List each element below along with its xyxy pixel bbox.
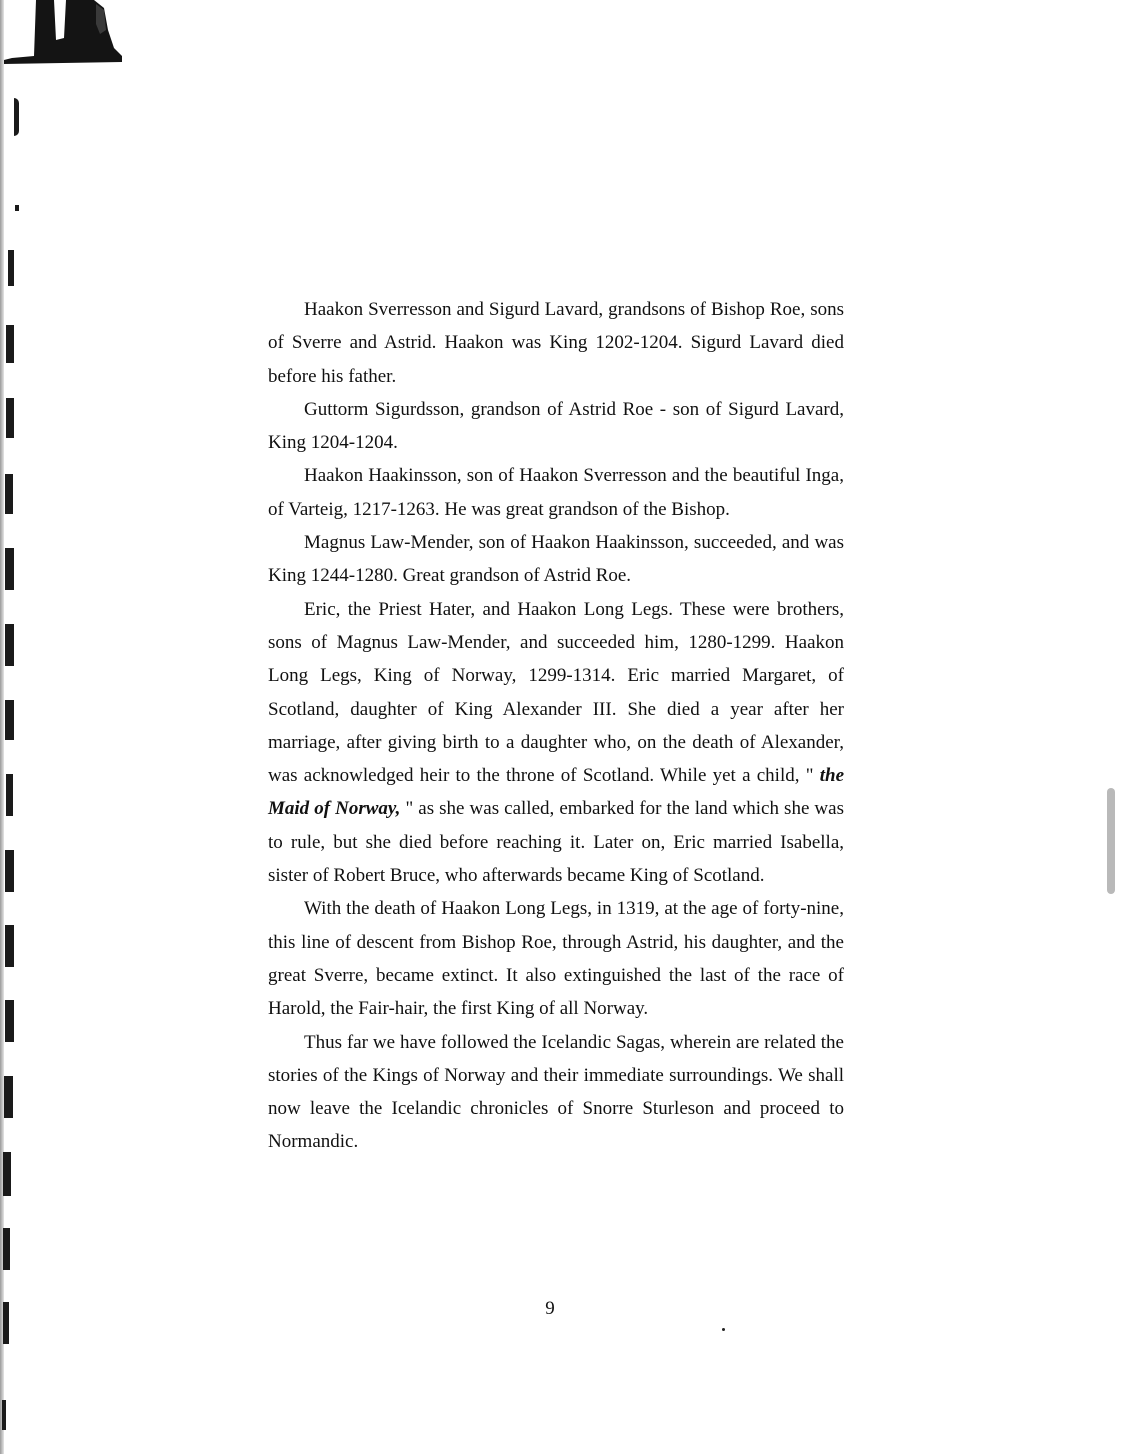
binding-shadow-graphic bbox=[4, 0, 122, 64]
binding-mark bbox=[15, 205, 19, 211]
scan-speck bbox=[722, 1328, 725, 1331]
binding-mark bbox=[5, 474, 13, 514]
binding-mark bbox=[6, 325, 14, 363]
binding-mark bbox=[3, 1152, 11, 1196]
binding-mark bbox=[14, 98, 19, 136]
paragraph: Thus far we have followed the Icelandic Sagas, wherein are related the stories of the Kings of Norway and their immediate surroundings. We shall now leave the Icelandic chronicles of Snorre Sturleson and proceed to Normandic. bbox=[268, 1031, 844, 1153]
paragraph-text: " as she was called, embarked for the land which she was to rule, but she died before reaching it. Later on, Eric married Isabella, sister of Robert Bruce, who afterwards became King of Scotland. bbox=[268, 798, 844, 887]
paragraph: Haakon Haakinsson, son of Haakon Sverresson and the beautiful Inga, of Varteig, 1217-1263. He was great grandson of the Bishop. bbox=[268, 465, 844, 520]
binding-mark bbox=[5, 700, 14, 740]
paragraph bbox=[268, 593, 844, 893]
binding-mark bbox=[6, 398, 14, 438]
paragraph: Guttorm Sigurdsson, grandson of Astrid Roe - son of Sigurd Lavard, King 1204-1204. bbox=[268, 398, 844, 454]
emphasized-phrase: the Maid of Norway, bbox=[268, 765, 844, 820]
binding-mark bbox=[5, 925, 14, 967]
binding-mark bbox=[2, 1400, 6, 1430]
paragraph-text: Eric, the Priest Hater, and Haakon Long Legs. These were brothers, sons of Magnus Law-Mender, and succeeded him, 1280-1299. Haakon Long Legs, King of Norway, 1299-1314. Eric married Margaret, of Scotland, daughter of King Alexander III. She died a year after her marriage, after giving birth to a daughter who, on the death of Alexander, was acknowledged heir to the throne of Scotland. While yet a child, " bbox=[268, 598, 844, 787]
page-number: 9 bbox=[545, 1298, 555, 1319]
binding-mark bbox=[3, 1302, 9, 1344]
binding-mark bbox=[8, 250, 14, 286]
paragraph: Haakon Sverresson and Sigurd Lavard, grandsons of Bishop Roe, sons of Sverre and Astrid. Haakon was King 1202-1204. Sigurd Lavard died before his father. bbox=[268, 299, 844, 387]
document-body bbox=[268, 293, 844, 1159]
scrollbar-thumb[interactable] bbox=[1107, 788, 1115, 894]
binding-mark bbox=[4, 1076, 13, 1118]
binding-mark bbox=[5, 850, 14, 892]
paragraph: Magnus Law-Mender, son of Haakon Haakinsson, succeeded, and was King 1244-1280. Great grandson of Astrid Roe. bbox=[268, 532, 844, 587]
binding-mark bbox=[5, 548, 14, 590]
binding-mark bbox=[5, 1000, 14, 1042]
paragraph: With the death of Haakon Long Legs, in 1319, at the age of forty-nine, this line of descent from Bishop Roe, through Astrid, his daughter, and the great Sverre, became extinct. It also extinguished the last of the race of Harold, the Fair-hair, the first King of all Norway. bbox=[268, 898, 844, 1020]
binding-mark bbox=[6, 774, 13, 816]
binding-mark bbox=[3, 1228, 10, 1270]
binding-mark bbox=[5, 624, 14, 666]
